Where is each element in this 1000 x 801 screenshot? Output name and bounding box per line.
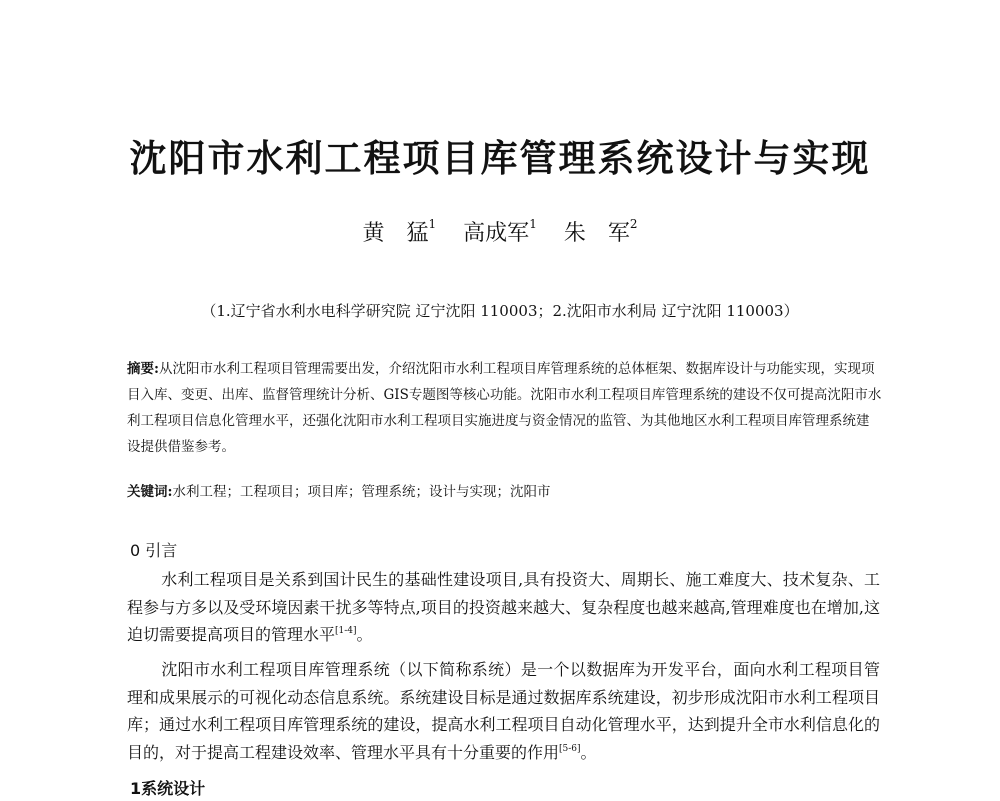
citation: [1-4] <box>335 626 357 636</box>
paragraph-text: 水利工程项目是关系到国计民生的基础性建设项目,具有投资大、周期长、施工难度大、技术复杂、工程参与方多以及受环境因素干扰多等特点,项目的投资越来越大、复杂程度也越来越高,管理难度也在增加,这迫切需要提高项目的管理水平 <box>127 570 880 644</box>
keywords-label: 关键词: <box>127 484 173 500</box>
abstract <box>127 356 882 460</box>
abstract-text: 从沈阳市水利工程项目管理需要出发，介绍沈阳市水利工程项目库管理系统的总体框架、数据库设计与功能实现，实现项目入库、变更、出库、监督管理统计分析、GIS专题图等核心功能。沈阳市水利工程项目库管理系统的建设不仅可提高沈阳市水利工程项目信息化管理水平，还强化沈阳市水利工程项目实施进度与资金情况的监管、为其他地区水利工程项目库管理系统建设提供借鉴参考。 <box>127 361 882 455</box>
author-affil-marker: 2 <box>629 216 638 231</box>
section-heading-introduction: 0 引言 <box>130 541 178 560</box>
author-name: 高成军 <box>463 221 530 246</box>
author-affil-marker: 1 <box>529 216 537 231</box>
author-name: 朱 军 <box>563 221 630 246</box>
citation: [5-6] <box>559 743 581 754</box>
author-name: 黄 猛 <box>362 221 429 246</box>
paper-title: 沈阳市水利工程项目库管理系统设计与实现 <box>129 137 871 180</box>
affiliation: （1.辽宁省水利水电科学研究院 辽宁沈阳 110003；2.沈阳市水利局 辽宁沈阳 110003） <box>201 302 799 320</box>
abstract-label: 摘要: <box>127 361 159 377</box>
section-heading-system-design: 1系统设计 <box>130 779 206 798</box>
paragraph-text: 沈阳市水利工程项目库管理系统（以下简称系统）是一个以数据库为开发平台，面向水利工程项目管理和成果展示的可视化动态信息系统。系统建设目标是通过数据库系统建设，初步形成沈阳市水利工程项目库；通过水利工程项目库管理系统的建设，提高水利工程项目自动化管理水平，达到提升全市水利信息化的目的，对于提高工程建设效率、管理水平具有十分重要的作用 <box>127 660 880 762</box>
author-affil-marker: 1 <box>428 216 437 231</box>
paragraph-end: 。 <box>580 742 597 762</box>
paragraph <box>127 656 880 770</box>
paragraph-end: 。 <box>356 625 373 644</box>
author-list <box>0 216 1000 247</box>
keywords-text: 水利工程；工程项目；项目库；管理系统；设计与实现；沈阳市 <box>172 484 551 500</box>
paragraph <box>127 566 880 653</box>
keywords <box>127 479 882 505</box>
